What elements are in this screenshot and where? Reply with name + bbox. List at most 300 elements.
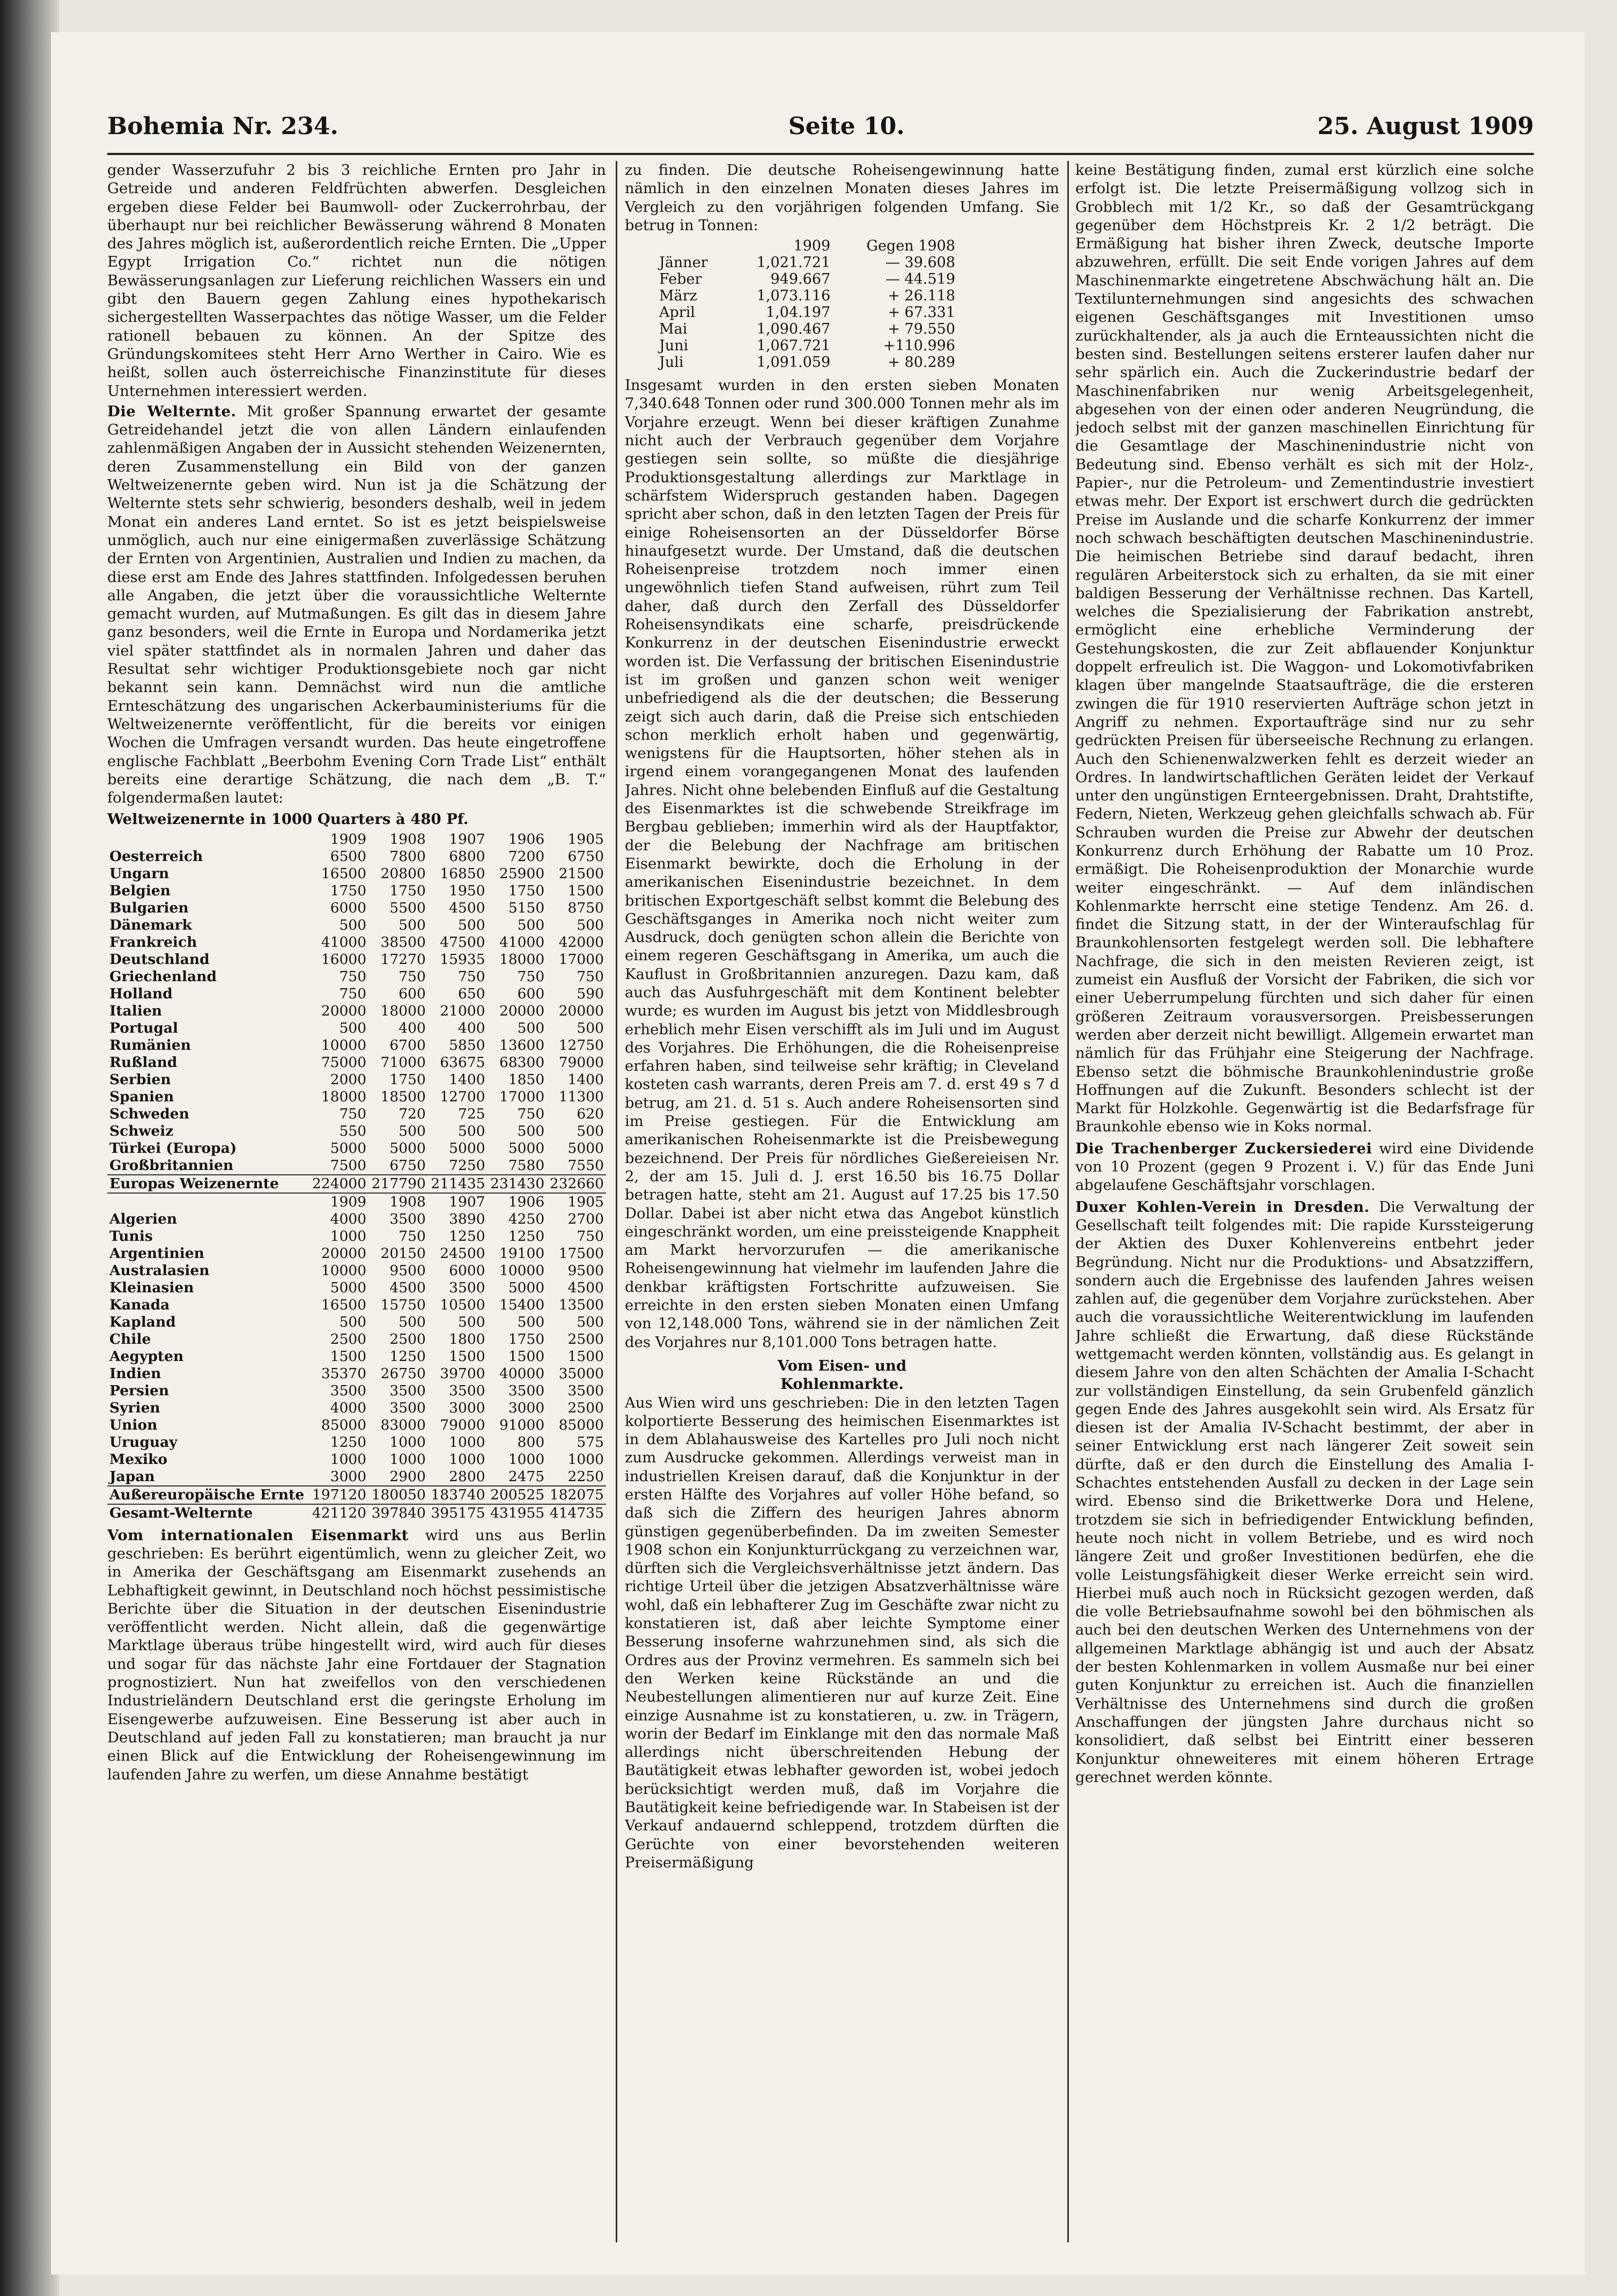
table-cell: 5000 (330, 1279, 367, 1296)
table-cell: 40000 (499, 1365, 545, 1382)
table-cell: 211435 (428, 1175, 488, 1193)
table-cell: 20000 (558, 1002, 604, 1019)
article-egypt-irrigation: gender Wasserzufuhr 2 bis 3 reichliche Ernten pro Jahr in Getreide und anderen Feldfrüchten abwerfen. Desgleichen ergeben diese Felder bei Baumwoll- oder Zuckerrohrbau, der überhaupt nur bei reichlicher Bewässerung während 8 Monaten des Jahres möglich ist, außerordentlich reiche Ernten. Die „Upper Egypt Irrigation Co.“ richtet nun die nötigen Bewässerungsanlagen zur Lieferung reichlichen Wassers ein und gibt den Bauern gegen Zahlung eines hypothekarisch sichergestellten Wasserpachtes das nötige Wasser, um die Felder rationell bebauen zu können. An der Spitze des Gründungskomitees steht Herr Arno Werther in Cairo. Wie es heißt, sollen auch österreichische Finanzinstitute für dieses Unternehmen interessiert werden. (107, 161, 606, 400)
scan-edge-shadow (0, 0, 59, 2296)
table-cell: 395175 (428, 1504, 488, 1522)
table-cell: 750 (339, 985, 367, 1002)
table-cell: 7550 (567, 1157, 604, 1174)
row-label (107, 1193, 309, 1211)
year-header: 1907 (449, 830, 485, 848)
table-cell: 3500 (389, 1210, 426, 1227)
row-label: Frankreich (109, 933, 197, 951)
col-header-vs-1908: Gegen 1908 (866, 238, 955, 255)
table-cell: 15935 (440, 951, 485, 968)
table-cell: 575 (577, 1433, 604, 1451)
table-row (107, 1003, 606, 1020)
table-cell: 500 (577, 916, 604, 933)
row-label: Algerien (109, 1210, 178, 1227)
table-cell: 24500 (440, 1245, 485, 1262)
table-cell: 431955 (488, 1504, 547, 1522)
table-cell: 1750 (508, 882, 545, 899)
table-cell: 1250 (330, 1433, 367, 1451)
table-row (657, 254, 957, 271)
table-cell: 590 (577, 985, 604, 1002)
table-cell: 4000 (330, 1399, 367, 1416)
header-rule (107, 153, 1534, 155)
table-cell: 197120 (309, 1486, 368, 1504)
table-cell: + 67.331 (888, 304, 955, 321)
pig-iron-rows (657, 254, 957, 371)
table-cell: 7200 (508, 848, 545, 865)
table-cell: 12700 (440, 1088, 485, 1105)
pig-iron-table (657, 238, 957, 371)
table-row (107, 917, 606, 934)
table-cell: 75000 (321, 1054, 367, 1071)
table-row (107, 1211, 606, 1228)
table-cell: 79000 (440, 1416, 485, 1433)
table-cell: 5500 (389, 899, 426, 916)
row-label: Portugal (109, 1019, 179, 1036)
table-row (107, 1331, 606, 1348)
row-label: Schweiz (109, 1122, 174, 1139)
table-cell: 47500 (440, 933, 485, 951)
table-cell: 1800 (449, 1330, 485, 1348)
table-cell: 750 (517, 968, 545, 985)
table-cell: 1250 (389, 1348, 426, 1365)
table-cell: 1950 (449, 882, 485, 899)
table-cell: 5000 (567, 1139, 604, 1157)
table-cell: 19100 (499, 1245, 545, 1262)
table-row (107, 1468, 606, 1486)
table-row (107, 1054, 606, 1071)
table-cell: 85000 (558, 1416, 604, 1433)
europe-rows (107, 848, 606, 1175)
row-label: Japan (109, 1468, 155, 1485)
row-label: Union (109, 1416, 158, 1433)
row-label: Serbien (109, 1071, 171, 1088)
table-cell: 20000 (321, 1245, 367, 1262)
year-header: 1909 (330, 830, 367, 848)
table-cell: 18500 (380, 1088, 426, 1105)
table-cell: 1500 (330, 1348, 367, 1365)
table-cell: 83000 (380, 1416, 426, 1433)
table-cell: 500 (577, 1313, 604, 1330)
year-header-row-2 (107, 1193, 606, 1211)
table-cell: 397840 (368, 1504, 428, 1522)
table-cell: 10000 (321, 1262, 367, 1279)
table-cell: 414735 (547, 1504, 606, 1522)
table-row (107, 1400, 606, 1417)
page-header (107, 107, 1534, 145)
headline-eisen-kohlen: Vom Eisen- und Kohlenmarkte. (777, 1357, 907, 1393)
table-row (107, 831, 606, 848)
row-label: Holland (109, 985, 173, 1002)
page-number: Seite 10. (788, 113, 905, 140)
table-cell: 1,091.059 (756, 354, 831, 371)
table-cell: 500 (517, 916, 545, 933)
table-row (107, 1417, 606, 1434)
table-cell: 1000 (389, 1451, 426, 1468)
europe-total-row (107, 1175, 606, 1193)
table-row (657, 238, 957, 254)
table-cell: 600 (398, 985, 426, 1002)
table-cell: 1750 (330, 882, 367, 899)
table-cell: 68300 (499, 1054, 545, 1071)
table-cell: — 39.608 (885, 254, 955, 271)
table-row (107, 848, 606, 865)
table-cell: 1000 (449, 1451, 485, 1468)
table-cell: 12750 (558, 1036, 604, 1054)
table-cell: 800 (517, 1433, 545, 1451)
table-cell: 750 (398, 968, 426, 985)
table-cell: 183740 (428, 1486, 488, 1504)
table-cell: 1000 (449, 1433, 485, 1451)
table-row (107, 1245, 606, 1262)
overseas-total-row (107, 1486, 606, 1504)
table-cell: 1907 (428, 1193, 488, 1211)
table-cell: 180050 (368, 1486, 428, 1504)
table-cell: 6500 (330, 848, 367, 865)
table-cell: 1500 (508, 1348, 545, 1365)
table-cell: 650 (457, 985, 485, 1002)
wheat-table-caption: Weltweizenernte in 1000 Quarters à 480 Pf. (107, 811, 469, 828)
row-label: Deutschland (109, 951, 210, 968)
table-cell: 1500 (567, 882, 604, 899)
table-row (107, 1382, 606, 1400)
article-eisenmarkt-cont-2: Insgesamt wurden in den ersten sieben Monaten 7,340.648 Tonnen oder rund 300.000 Tonnen mehr als im Vorjahre erzeugt. Wenn bei dieser kräftigen Zunahme nicht auch der Verbrauch gegenüber dem Vorjahre gestiegen sein sollte, so müßte die diesjährige Produktionsgestaltung allerdings zur Marktlage in schärfstem Widerspruch gestanden haben. Dagegen spricht aber schon, daß in den letzten Tagen der Preis für einige Roheisensorten an der Düsseldorfer Börse hinaufgesetzt wurde. Der Umstand, daß die deutschen Roheisenpreise trotzdem noch immer einen ungewöhnlich tiefen Stand aufweisen, rührt zum Teil daher, daß durch den Zerfall des Düsseldorfer Roheisensyndikats eine scharfe, preisdrückende Konkurrenz in der deutschen Eisenindustrie erweckt worden ist. Die Verfassung der britischen Eisenindustrie ist im großen und ganzen schon weit weniger unbefriedigend als die der deutschen; die Besserung zeigt sich auch darin, daß die Preise sich entschieden schon merklich erholt haben und gegenwärtig, wenigstens für die Hauptsorten, höher stehen als in irgend einem vorangegangenen Monat des laufenden Jahres. Nicht ohne belebenden Einfluß auf die Gestaltung des Eisenmarktes ist die schwebende Streikfrage im Bergbau geblieben; immerhin wird als der Hauptfaktor, der die Belebung der Nachfrage am britischen Eisenmarkt bewirkte, doch die Erholung in der amerikanischen Eisenindustrie bezeichnet. In dem britischen Exportgeschäft selbst kommt die Belebung des Geschäftsganges in Amerika noch nicht weiter zum Ausdruck, doch genügten schon allein die Berichte von einem regeren Geschäftsgang in Amerika, um auch die Kauflust in Großbritannien anzuregen. Dazu kam, daß auch das Ausfuhrgeschäft mit dem Kontinent belebter wurde; es wurden im August bis jetzt von Middlesbrough erheblich mehr Eisen verschifft als im Juli und im August des Vorjahres. Die Erhöhungen, die die Roheisenpreise erfahren haben, sind teilweise sehr kräftig; in Cleveland kosteten cash warrants, deren Preis am 7. d. erst 49 s 7 d betrug, am 21. d. 51 s. Auch andere Roheisensorten sind im Preise gestiegen. Für die Entwicklung am amerikanischen Roheisenmarkte ist die Preisbewegung bezeichnend. Der Preis für nördliches Gießereieisen Nr. 2, der am 15. Juli d. J. erst 16.50 bis 16.75 Dollar betragen hatte, steht am 21. August auf 17.25 bis 17.50 Dollar. Dabei ist aber nicht etwa das Angebot künstlich eingeschränkt worden, um eine preissteigende Knappheit am Markt hervorzurufen — die amerikanische Roheisengewinnung hat vielmehr im laufenden Jahre die denkbar kräftigsten Fortschritte aufzuweisen. Sie erreichte in den ersten sieben Monaten einen Umfang von 12,148.000 Tons, während sie in der nämlichen Zeit des Vorjahres nur 8,101.000 Tons betragen hatte. (625, 377, 1059, 1351)
table-cell: 17500 (558, 1245, 604, 1262)
table-cell: 1909 (309, 1193, 368, 1211)
table-cell: 16000 (321, 951, 367, 968)
table-cell: 35370 (321, 1365, 367, 1382)
table-cell: 1000 (330, 1227, 367, 1245)
table-cell: 3500 (449, 1279, 485, 1296)
table-cell: 231430 (488, 1175, 547, 1193)
table-cell: +110.996 (883, 337, 955, 355)
table-cell: 750 (457, 968, 485, 985)
table-cell: 2500 (389, 1330, 426, 1348)
table-cell: 26750 (380, 1365, 426, 1382)
table-cell: 400 (457, 1019, 485, 1036)
table-cell: 1,067.721 (756, 337, 831, 355)
table-cell: 4000 (330, 1210, 367, 1227)
table-cell: 17270 (380, 951, 426, 968)
table-cell: 5000 (508, 1279, 545, 1296)
table-row (107, 1020, 606, 1037)
table-cell: 5000 (508, 1139, 545, 1157)
table-row (107, 1451, 606, 1468)
table-cell: 3500 (389, 1382, 426, 1399)
table-cell: 750 (339, 1105, 367, 1122)
table-cell: 750 (398, 1227, 426, 1245)
row-label: Kapland (109, 1313, 176, 1330)
table-cell: 85000 (321, 1416, 367, 1433)
column-2 (625, 161, 1059, 2253)
table-row (107, 968, 606, 985)
table-cell: 720 (398, 1105, 426, 1122)
table-row (107, 1365, 606, 1382)
column-1 (107, 161, 606, 2253)
table-cell: 1906 (488, 1193, 547, 1211)
table-row (107, 985, 606, 1003)
table-cell: 3000 (449, 1399, 485, 1416)
table-cell: 18000 (380, 1002, 426, 1019)
row-label: Bulgarien (109, 899, 189, 916)
table-cell: 17000 (558, 951, 604, 968)
table-cell: 2500 (567, 1330, 604, 1348)
wheat-harvest-table (107, 831, 606, 1522)
column-rule-2 (1067, 161, 1069, 2242)
table-cell: 2900 (389, 1468, 426, 1485)
table-cell: 1,073.116 (756, 288, 831, 305)
table-cell: 42000 (558, 933, 604, 951)
table-row (107, 1157, 606, 1175)
table-cell: 500 (517, 1313, 545, 1330)
table-cell: 38500 (380, 933, 426, 951)
table-cell: 1,021.721 (756, 254, 831, 271)
table-cell: 7500 (330, 1157, 367, 1174)
row-label: Dänemark (109, 916, 192, 933)
table-cell: 600 (517, 985, 545, 1002)
table-cell: 949.667 (770, 271, 831, 288)
table-cell: 2700 (567, 1210, 604, 1227)
table-cell: 20000 (499, 1002, 545, 1019)
table-cell: 3890 (449, 1210, 485, 1227)
row-label: April (659, 304, 695, 321)
table-cell: 2000 (330, 1071, 367, 1088)
table-cell: 182075 (547, 1486, 606, 1504)
table-cell: 1908 (368, 1193, 428, 1211)
table-cell: 2500 (567, 1399, 604, 1416)
table-cell: 3500 (389, 1399, 426, 1416)
table-cell: 750 (577, 968, 604, 985)
table-cell: + 80.289 (888, 354, 955, 371)
table-row (107, 1228, 606, 1245)
table-cell: 750 (517, 1105, 545, 1122)
headline-duxer: Duxer Kohlen-Verein in Dresden. (1075, 1198, 1370, 1216)
table-cell: 1500 (567, 1348, 604, 1365)
table-cell: 1905 (547, 1193, 606, 1211)
table-row (107, 1123, 606, 1140)
table-cell: 20800 (380, 865, 426, 882)
column-3 (1075, 161, 1534, 2253)
table-cell: 200525 (488, 1486, 547, 1504)
table-cell: 1000 (567, 1451, 604, 1468)
table-row (657, 271, 957, 288)
table-cell: 25900 (499, 865, 545, 882)
row-label: Chile (109, 1330, 151, 1348)
table-cell: 10000 (321, 1036, 367, 1054)
article-welternte (107, 402, 606, 807)
table-row (657, 288, 957, 304)
row-label: Argentinien (109, 1245, 204, 1262)
table-cell: 6800 (449, 848, 485, 865)
table-cell: 500 (517, 1019, 545, 1036)
table-cell: 4500 (389, 1279, 426, 1296)
table-cell: 3500 (330, 1382, 367, 1399)
table-cell: 1500 (449, 1348, 485, 1365)
row-label: Schweden (109, 1105, 189, 1122)
table-cell: 3500 (508, 1382, 545, 1399)
table-cell: 7800 (389, 848, 426, 865)
table-cell: 6000 (330, 899, 367, 916)
table-cell: 18000 (321, 1088, 367, 1105)
table-cell: — 44.519 (885, 271, 955, 288)
row-label: Juli (659, 354, 684, 371)
table-cell: 79000 (558, 1054, 604, 1071)
table-cell: 500 (577, 1019, 604, 1036)
table-row (107, 1088, 606, 1106)
table-cell: 6700 (389, 1036, 426, 1054)
row-label: Kanada (109, 1296, 170, 1313)
row-label: Kleinasien (109, 1279, 194, 1296)
row-label: Syrien (109, 1399, 160, 1416)
table-cell: 4500 (567, 1279, 604, 1296)
table-cell: 2250 (567, 1468, 604, 1485)
table-cell: 1,04.197 (766, 304, 831, 321)
row-label: Belgien (109, 882, 171, 899)
table-cell: 750 (577, 1227, 604, 1245)
table-cell: 1400 (449, 1071, 485, 1088)
table-cell: 17000 (499, 1088, 545, 1105)
table-cell: 16850 (440, 865, 485, 882)
article-eisenmarkt-cont: zu finden. Die deutsche Roheisengewinnung hatte nämlich in den einzelnen Monaten dieses Jahres im Vergleich zu den vorjährigen folgenden Umfang. Sie betrug in Tonnen: (625, 161, 1059, 234)
table-cell: 1850 (508, 1071, 545, 1088)
row-label: Spanien (109, 1088, 174, 1105)
table-cell: 725 (457, 1105, 485, 1122)
table-cell: 500 (398, 916, 426, 933)
table-cell: 11300 (558, 1088, 604, 1105)
row-label: Außereuropäische Ernte (107, 1486, 309, 1504)
table-cell: 35000 (558, 1365, 604, 1382)
table-cell: 1000 (330, 1451, 367, 1468)
table-cell: 224000 (309, 1175, 368, 1193)
paper-issue: Bohemia Nr. 234. (107, 113, 338, 140)
table-cell: 71000 (380, 1054, 426, 1071)
table-cell: 5150 (508, 899, 545, 916)
table-row (107, 1279, 606, 1297)
table-row (107, 865, 606, 882)
table-row (107, 1106, 606, 1123)
table-cell: 4250 (508, 1210, 545, 1227)
table-cell: 16500 (321, 1296, 367, 1313)
table-row (107, 951, 606, 968)
table-cell: 3000 (330, 1468, 367, 1485)
article-duxer: Duxer Kohlen-Verein in Dresden. Die Verwaltung der Gesellschaft teilt folgendes mit: Die rapide Kurssteigerung der Aktien des Duxer Kohlenvereins entbehrt jeder Begründung. Nicht nur die Produktions- und Absatzziffern, sondern auch die Ergebnisse des laufenden Jahres weisen zahlen auf, die gegenüber dem Vorjahre zurückstehen. Aber auch die voraussichtliche Weiterentwicklung im laufenden Jahre schließt die Erwartung, daß diese Rückstände wettgemacht werden könnten, vollständig aus. Es gelangt in diesem Jahre von den alten Schächten der Amalia I-Schacht zur vollständigen Einstellung, da sein Grubenfeld gänzlich gegen Ende des Jahres ausgekohlt sein wird. Als Ersatz für diesen ist der Amalia IV-Schacht bestimmt, der aber in seiner Entwicklung erst nach längerer Zeit soweit sein dürfte, daß er den durch die Einstellung des Amalia I-Schachtes entstehenden Ausfall zu decken in der Lage sein wird. Ebenso sind die Brikettwerke Dora und Helene, trotzdem sie sich in befriedigender Entwicklung befinden, heute noch nicht in vollem Betriebe, und es wird noch längere Zeit und großer Investitionen bedürfen, ehe die volle Leistungsfähigkeit dieser Werke erreicht sein wird. Hierbei muß auch noch in Rücksicht gezogen werden, daß die volle Betriebsaufnahme sowohl bei den böhmischen als auch bei den deutschen Werken des Unternehmens von der allgemeinen Marktlage abhängig ist und auch der Absatz der besten Kohlenmarken in vollem Ausmaße nur bei einer guten Konjunktur zu erreichen ist. Auch die finanziellen Verhältnisse des Unternehmens sind durch die großen Anschaffungen der jüngsten Jahre durchaus nicht so konsolidiert, daß selbst bei Eintritt einer besseren Konjunktur ohneweiteres mit einem höheren Ertrage gerechnet werden könnte. (1075, 1198, 1534, 1786)
table-row (657, 304, 957, 321)
table-cell: 63675 (440, 1054, 485, 1071)
overseas-rows (107, 1211, 606, 1486)
table-cell: + 79.550 (888, 321, 955, 338)
table-cell: 5850 (449, 1036, 485, 1054)
row-label: Türkei (Europa) (109, 1139, 237, 1157)
table-row (657, 354, 957, 371)
table-cell: 500 (398, 1122, 426, 1139)
article-eisenmarkt-body: wird uns aus Berlin geschrieben: Es berührt eigentümlich, wenn zu gleicher Zeit, wo in Amerika der Geschäftsgang am Eisenmarkt zusehends an Lebhaftigkeit gewinnt, in Deutschland noch höchst pessimistische Berichte über die Situation in der deutschen Eisenindustrie veröffentlicht werden. Nicht allein, daß die gegenwärtige Marktlage überaus trübe hingestellt wird, wird auch für dieses und sogar für das nächste Jahr eine Fortdauer der Stagnation prognostiziert. Nun hat zweifellos von den verschiedenen Industrieländern Deutschland erst die geringste Erholung im Eisengewerbe aufzuweisen. Eine Besserung ist aber auch in Deutschland auf jeden Fall zu konstatieren; man braucht ja nur einen Blick auf die Entwicklung der Roheisengewinnung im laufenden Jahre zu werfen, um diese Annahme bestätigt (107, 1526, 606, 1783)
table-cell: 620 (577, 1105, 604, 1122)
row-label: Mexiko (109, 1451, 168, 1468)
table-cell: 1750 (389, 1071, 426, 1088)
row-label: Ungarn (109, 865, 169, 882)
table-cell: 1250 (449, 1227, 485, 1245)
table-cell: 20150 (380, 1245, 426, 1262)
row-label: Italien (109, 1002, 163, 1019)
table-cell: 500 (457, 916, 485, 933)
table-cell: 2475 (508, 1468, 545, 1485)
row-label: Australasien (109, 1262, 210, 1279)
table-row (107, 1175, 606, 1193)
table-cell: 20000 (321, 1002, 367, 1019)
table-row (107, 934, 606, 951)
table-cell: 500 (517, 1122, 545, 1139)
row-label: Juni (659, 337, 689, 355)
table-cell: 500 (339, 1019, 367, 1036)
article-welternte-body: Mit großer Spannung erwartet der gesamte Getreidehandel jetzt die von allen Ländern einlaufenden zahlenmäßigen Angaben der in Aussicht stehenden Weizenernten, deren Zusammenstellung ein Bild von der ganzen Weltweizenernte geben wird. Nun ist ja die Schätzung der Welternte stets sehr schwierig, besonders deshalb, weil in jedem Monat ein anderes Land erntet. So ist es jetzt beispielsweise unmöglich, auch nur eine einigermaßen zuverlässige Schätzung der Ernten von Argentinien, Australien und Indien zu machen, da diese erst am Ende des Jahres stattfinden. Infolgedessen beruhen alle Angaben, die jetzt über die voraussichtliche Welternte gemacht wurden, auf Mutmaßungen. Es gilt das in diesem Jahre ganz besonders, weil die Ernte in Europa und Nordamerika jetzt viel später stattfindet als in normalen Jahren und daher das Resultat sehr wichtiger Produktionsgebiete noch gar nicht bekannt sein kann. Demnächst wird nun die amtliche Ernteschätzung des ungarischen Ackerbauministeriums für die Weltweizenernte veröffentlicht, für die bereits vor einigen Wochen die Umfragen versandt wurden. Das heute eingetroffene englische Fachblatt „Beerbohm Evening Corn Trade List“ enthält bereits eine derartige Schätzung, die nach dem „B. T.“ folgendermaßen lautet: (107, 402, 606, 807)
table-cell: 6000 (449, 1262, 485, 1279)
article-eisen-kohlen-cont: keine Bestätigung finden, zumal erst kürzlich eine solche erfolgt ist. Die letzte Preisermäßigung vollzog sich in Grobblech mit 1/2 Kr., so daß der Gesamtrückgang gegenüber dem Höchstpreis Kr. 2 1/2 beträgt. Die Ermäßigung hat bisher ihren Zweck, deutsche Importe abzuwehren, erfüllt. Die seit Ende vorigen Jahres auf dem Maschinenmarkte eingetretene Abschwächung hält an. Die Textilunternehmungen sind angesichts des schwachen eigenen Geschäftsganges mit Investitionen umso zurückhaltender, als ja auch die Ernteaussichten nicht die besten sind. Bestellungen seitens ersterer laufen daher nur sehr spärlich ein. Auch die Zuckerindustrie bedarf der Maschinenfabriken nur wenig Arbeitsgelegenheit, abgesehen von der einen oder anderen Neugründung, die jedoch selbst mit der ganzen maschinellen Einrichtung für die Gesamtlage der Maschinenindustrie nicht von Bedeutung sind. Ebenso verhält es sich mit der Holz-, Papier-, nur die Petroleum- und Zementindustrie investiert etwas mehr. Der Export ist erschwert durch die gedrückten Preise im Auslande und die scharfe Konkurrenz der immer noch schwach beschäftigten deutschen Maschinenindustrie. Die heimischen Betriebe sind darauf bedacht, ihren regulären Arbeiterstock sich zu erhalten, da sie mit einer baldigen Besserung der Verhältnisse rechnen. Das Kartell, welches die Spezialisierung der Fabrikation anstrebt, ermöglicht eine erhebliche Verminderung der Gestehungskosten, die zur Zeit abflauender Konjunktur doppelt erfreulich ist. Die Waggon- und Lokomotivfabriken klagen über mangelnde Staatsaufträge, die die ersteren zwingen die für 1910 reservierten Aufträge schon jetzt in Angriff zu nehmen. Exportaufträge sind nur zu sehr gedrückten Preisen für überseeische Rechnung zu erlangen. Auch den Schienenwalzwerken fehlt es derzeit wieder an Ordres. In landwirtschaftlichen Geräten leidet der Verkauf unter den ungünstigen Ernteergebnissen. Draht, Drahtstifte, Federn, Nieten, Werkzeug gehen gleichfalls schwach ab. Für Schrauben wurden die Preise zur Abwehr der deutschen Konkurrenz durch Erhöhung der Rabatte um 10 Proz. ermäßigt. Die Roheisenproduktion der Monarchie wurde weiter eingeschränkt. — Auf dem inländischen Kohlenmarkte herrscht eine stetige Tendenz. Am 26. d. findet die Sitzung statt, in der der Winteraufschlag für Braunkohlensorten festgelegt werden soll. Die lebhaftere Nachfrage, die sich in den meisten Revieren zeigt, ist zumeist ein Ausfluß der Vorsicht der Fabriken, die sich vor einer Ueberrumpelung fürchten und sich daher für einen größeren Zeitraum vorausversorgen. Preisbesserungen werden aber derzeit nicht bewilligt. Allgemein erwartet man nämlich für das Frühjahr eine Steigerung der Nachfrage. Ebenso setzt die böhmische Braunkohlenindustrie große Hoffnungen auf die Zukunft. Besonders schlecht ist der Markt für Holzkohle. Gegenwärtig ist die Bedarfsfrage für Braunkohle ebenso wie in Koks normal. (1075, 161, 1534, 1136)
row-label: März (659, 288, 697, 305)
table-row (107, 1071, 606, 1088)
table-cell: 7580 (508, 1157, 545, 1174)
row-label: Tunis (109, 1227, 153, 1245)
headline-trachenberger: Die Trachenberger Zuckersiederei (1075, 1139, 1372, 1157)
table-row (107, 1037, 606, 1054)
table-cell: 500 (339, 1313, 367, 1330)
table-cell: 500 (577, 1122, 604, 1139)
row-label: Gesamt-Welternte (107, 1504, 309, 1522)
table-cell: 41000 (499, 933, 545, 951)
article-eisenmarkt (107, 1526, 606, 1784)
row-label: Aegypten (109, 1348, 184, 1365)
table-cell: 1000 (389, 1433, 426, 1451)
row-label: Europas Weizenernte (107, 1175, 309, 1193)
table-cell: 10000 (499, 1262, 545, 1279)
row-label: Persien (109, 1382, 169, 1399)
row-label: Mai (659, 321, 688, 338)
table-cell: 3500 (449, 1382, 485, 1399)
table-cell: 9500 (567, 1262, 604, 1279)
table-cell: 217790 (368, 1175, 428, 1193)
table-cell: + 26.118 (888, 288, 955, 305)
table-cell: 15750 (380, 1296, 426, 1313)
year-header: 1905 (567, 830, 604, 848)
table-row (107, 1348, 606, 1365)
row-label: Jänner (659, 254, 708, 271)
table-cell: 550 (339, 1122, 367, 1139)
table-cell: 39700 (440, 1365, 485, 1382)
table-cell: 15400 (499, 1296, 545, 1313)
table-row (107, 1486, 606, 1504)
table-cell: 1750 (508, 1330, 545, 1348)
table-cell: 6750 (567, 848, 604, 865)
table-cell: 400 (398, 1019, 426, 1036)
table-row (657, 321, 957, 337)
table-cell: 1250 (508, 1227, 545, 1245)
table-cell: 13600 (499, 1036, 545, 1054)
row-label: Rußland (109, 1054, 178, 1071)
headline-eisenmarkt: Vom internationalen Eisenmarkt (107, 1526, 409, 1544)
year-header: 1908 (389, 830, 426, 848)
table-cell: 18000 (499, 951, 545, 968)
table-cell: 1750 (389, 882, 426, 899)
table-cell: 500 (339, 916, 367, 933)
table-cell: 4500 (449, 899, 485, 916)
table-cell: 2500 (330, 1330, 367, 1348)
table-cell: 7250 (449, 1157, 485, 1174)
table-row (107, 882, 606, 900)
row-label: Indien (109, 1365, 161, 1382)
row-label: Uruguay (109, 1433, 178, 1451)
